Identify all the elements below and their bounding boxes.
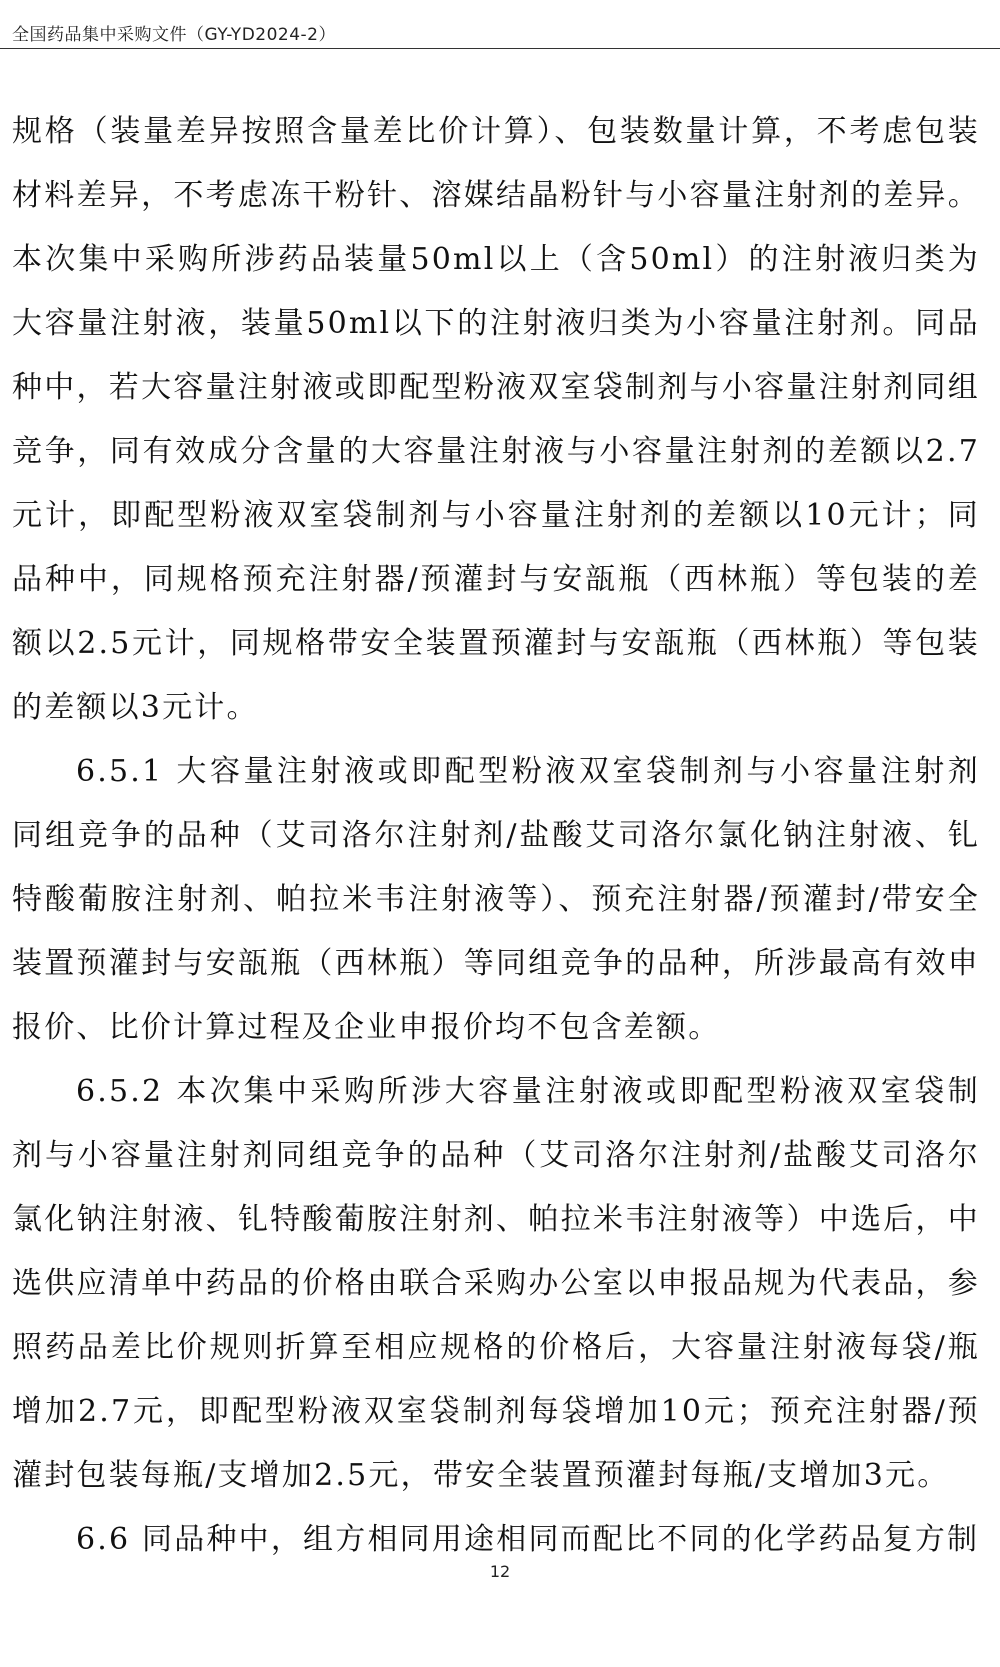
document-body — [12, 100, 980, 1572]
paragraph-packaging-rules: 规格（装量差异按照含量差比价计算）、包装数量计算，不考虑包装材料差异，不考虑冻干粉针、溶媒结晶粉针与小容量注射剂的差异。本次集中采购所涉药品装量50ml以上（含50ml）的注射液归类为大容量注射液，装量50ml以下的注射液归类为小容量注射剂。同品种中，若大容量注射液或即配型粉液双室袋制剂与小容量注射剂同组竞争，同有效成分含量的大容量注射液与小容量注射剂的差额以2.7元计，即配型粉液双室袋制剂与小容量注射剂的差额以10元计；同品种中，同规格预充注射器/预灌封与安瓿瓶（西林瓶）等包装的差额以2.5元计，同规格带安全装置预灌封与安瓿瓶（西林瓶）等包装的差额以3元计。 — [12, 114, 980, 725]
document-header-title: 全国药品集中采购文件（GY-YD2024-2） — [12, 25, 336, 45]
paragraph-6-5-1: 6.5.1 大容量注射液或即配型粉液双室袋制剂与小容量注射剂同组竞争的品种（艾司洛尔注射剂/盐酸艾司洛尔氯化钠注射液、钆特酸葡胺注射剂、帕拉米韦注射液等）、预充注射器/预灌封/带安全装置预灌封与安瓿瓶（西林瓶）等同组竞争的品种，所涉最高有效申报价、比价计算过程及企业申报价均不包含差额。 — [12, 754, 980, 1045]
paragraph-6-5-2: 6.5.2 本次集中采购所涉大容量注射液或即配型粉液双室袋制剂与小容量注射剂同组竞争的品种（艾司洛尔注射剂/盐酸艾司洛尔氯化钠注射液、钆特酸葡胺注射剂、帕拉米韦注射液等）中选后，中选供应清单中药品的价格由联合采购办公室以申报品规为代表品，参照药品差比价规则折算至相应规格的价格后，大容量注射液每袋/瓶增加2.7元，即配型粉液双室袋制剂每袋增加10元；预充注射器/预灌封包装每瓶/支增加2.5元，带安全装置预灌封每瓶/支增加3元。 — [12, 1074, 980, 1493]
page-number: 12 — [489, 1562, 511, 1581]
header-divider — [0, 48, 1000, 49]
paragraph-6-6: 6.6 同品种中，组方相同用途相同而配比不同的化学药品复方制 — [76, 1522, 980, 1557]
